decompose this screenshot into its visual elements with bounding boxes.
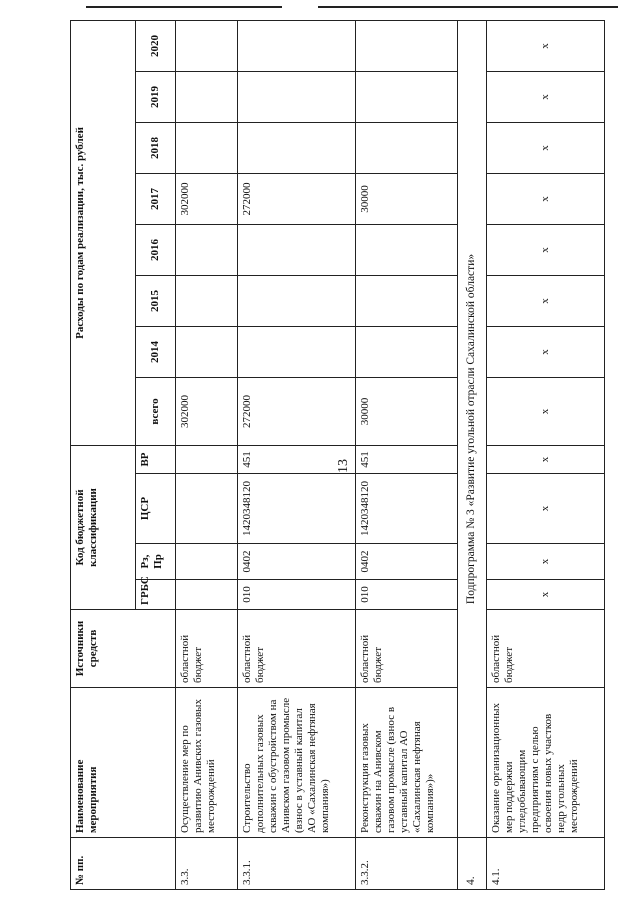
row-value [175, 225, 238, 276]
row-vr: x [487, 446, 605, 474]
row-grbs: 010 [356, 580, 458, 610]
table-row [238, 20, 356, 889]
section-title: Подпрограмма № 3 «Развитие угольной отрасли Сахалинской области» [458, 20, 487, 837]
row-grbs [175, 580, 238, 610]
section-num: 4. [458, 838, 487, 890]
header-vr: ВР [136, 446, 176, 474]
row-value [238, 20, 356, 71]
page-number: 13 [336, 459, 351, 473]
row-num: 3.3.1. [238, 838, 356, 890]
row-csr: 1420348120 [356, 474, 458, 544]
header-grbs: ГРБС [136, 580, 176, 610]
header-year: 2016 [136, 225, 176, 276]
row-vr: 451 [238, 446, 356, 474]
row-value [238, 327, 356, 378]
rotated-document-page [70, 20, 605, 890]
row-value: x [487, 20, 605, 71]
row-value: x [487, 72, 605, 123]
row-grbs: 010 [238, 580, 356, 610]
header-year: 2015 [136, 276, 176, 327]
row-rzpr [175, 544, 238, 580]
row-total: 302000 [175, 378, 238, 446]
row-value: x [487, 225, 605, 276]
row-csr: 1420348120 [238, 474, 356, 544]
row-total: x [487, 378, 605, 446]
row-value [175, 20, 238, 71]
table-row [356, 20, 458, 889]
row-value [238, 276, 356, 327]
header-rzpr: Рз, Пр [136, 544, 176, 580]
header-csr: ЦСР [136, 474, 176, 544]
expenses-table [70, 20, 605, 890]
row-num: 4.1. [487, 838, 605, 890]
header-code-group: Код бюджетной классификации [71, 446, 136, 610]
scan-artifact-line [318, 6, 618, 8]
table-row [487, 20, 605, 889]
row-value: 302000 [175, 174, 238, 225]
scan-artifact-line [86, 6, 282, 8]
row-value [238, 72, 356, 123]
row-value [238, 225, 356, 276]
row-value [175, 72, 238, 123]
header-num: № пп. [71, 838, 176, 890]
row-rzpr: 0402 [356, 544, 458, 580]
header-expenses-group: Расходы по годам реализации, тыс. рублей [71, 20, 136, 445]
row-source: областной бюджет [356, 610, 458, 688]
row-value: x [487, 174, 605, 225]
row-num: 3.3.2. [356, 838, 458, 890]
row-value [356, 72, 458, 123]
table-row [175, 20, 238, 889]
header-year: 2017 [136, 174, 176, 225]
row-value [356, 225, 458, 276]
row-value: x [487, 123, 605, 174]
row-value: 30000 [356, 174, 458, 225]
row-value [175, 327, 238, 378]
header-year: 2019 [136, 72, 176, 123]
row-source: областной бюджет [238, 610, 356, 688]
header-year: 2014 [136, 327, 176, 378]
row-csr: x [487, 474, 605, 544]
row-csr [175, 474, 238, 544]
row-value: 272000 [238, 174, 356, 225]
row-value: x [487, 276, 605, 327]
header-year: 2018 [136, 123, 176, 174]
header-total: всего [136, 378, 176, 446]
row-rzpr: 0402 [238, 544, 356, 580]
row-vr [175, 446, 238, 474]
row-name: Реконструкция газовых скважин на Анивском газовом промысле (взнос в уставный капитал АО «Сахалинская нефтяная компания»)» [356, 688, 458, 838]
row-name: Осуществление мер по развитию Анивских газовых месторождений [175, 688, 238, 838]
row-value [175, 276, 238, 327]
row-value: x [487, 327, 605, 378]
row-total: 272000 [238, 378, 356, 446]
section-row [458, 20, 487, 889]
row-value [356, 123, 458, 174]
row-value [356, 20, 458, 71]
row-num: 3.3. [175, 838, 238, 890]
row-name: Строительство дополнительных газовых скважин с обустройством на Анивском газовом промысле (взнос в уставный капитал АО «Сахалинская нефтяная компания») [238, 688, 356, 838]
header-source: Источники средств [71, 610, 176, 688]
row-value [356, 276, 458, 327]
header-name: Наименование мероприятия [71, 688, 176, 838]
header-row [71, 20, 136, 889]
row-total: 30000 [356, 378, 458, 446]
row-name: Оказание организационных мер поддержки угледобывающим предприятиям с целью освоения новых участков недр угольных месторождений [487, 688, 605, 838]
header-year: 2020 [136, 20, 176, 71]
row-value [356, 327, 458, 378]
row-value [175, 123, 238, 174]
row-value [238, 123, 356, 174]
row-source: областной бюджет [175, 610, 238, 688]
row-rzpr: x [487, 544, 605, 580]
row-grbs: x [487, 580, 605, 610]
row-source: областной бюджет [487, 610, 605, 688]
row-vr: 451 [356, 446, 458, 474]
